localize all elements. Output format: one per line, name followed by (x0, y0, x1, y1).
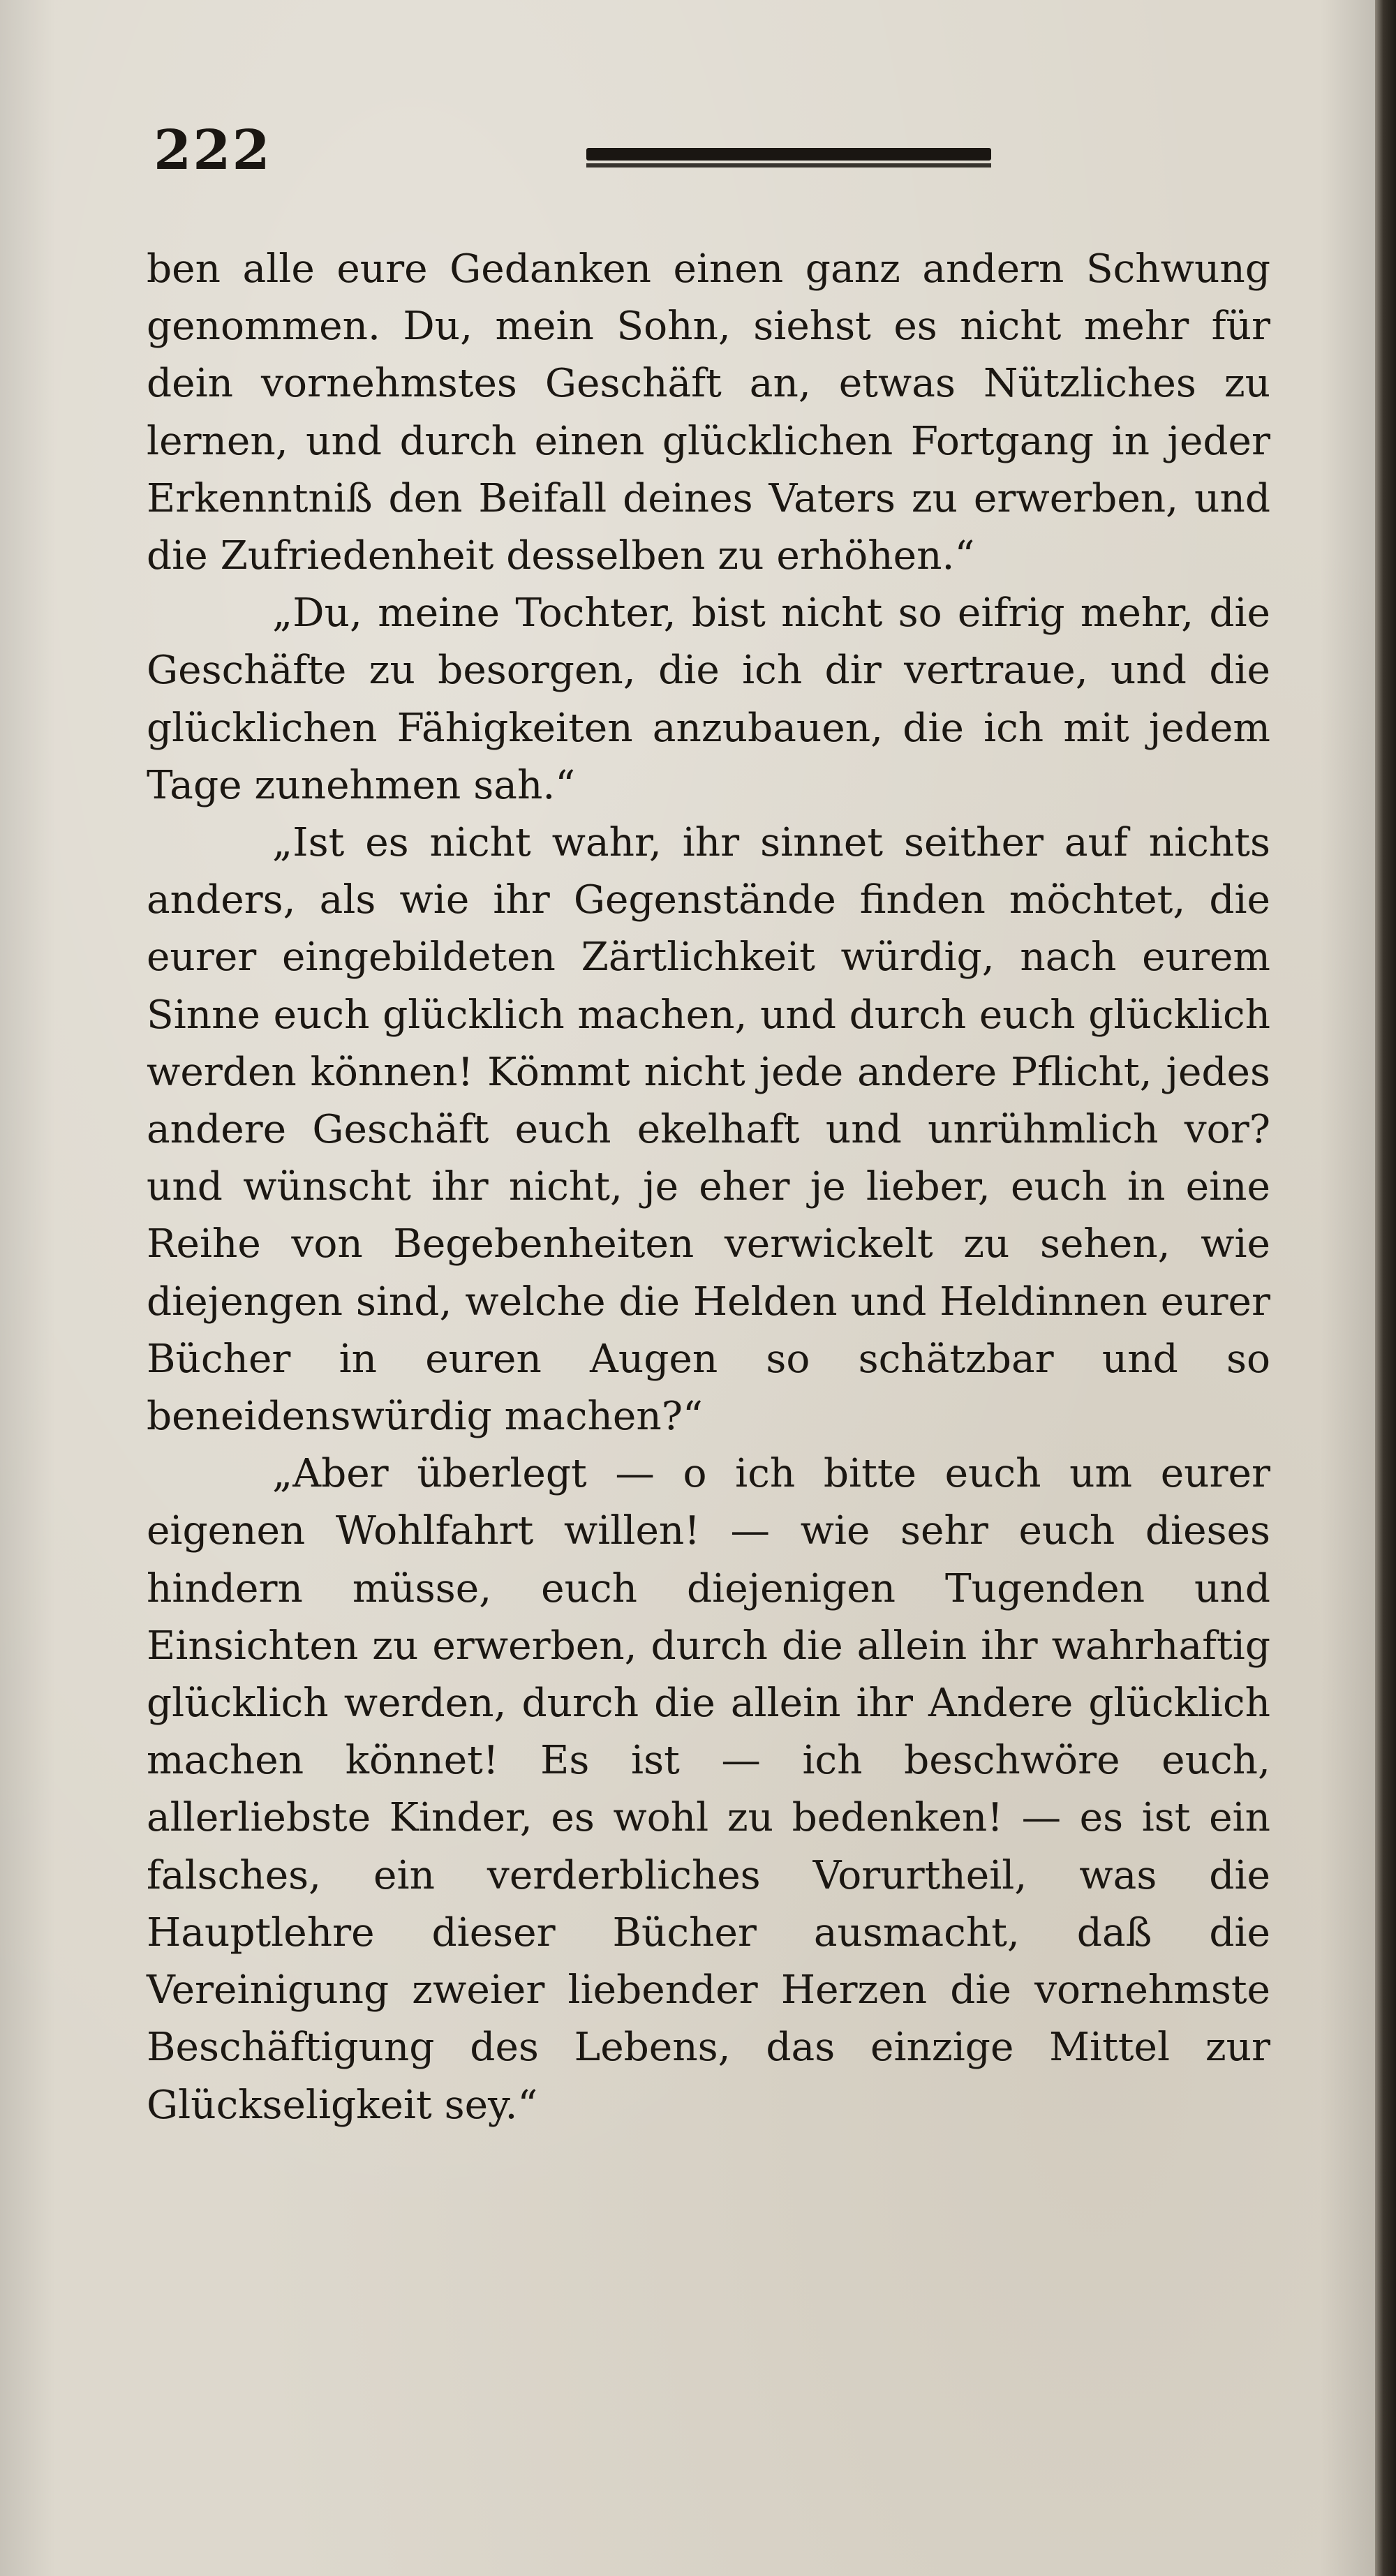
header-ornament-rule (586, 148, 991, 161)
paragraph-continuation: ben alle eure Gedanken einen ganz andern Schwung genommen. Du, mein Sohn, siehst es nicht mehr für dein vornehmstes Geschäft an, etwas Nützliches zu lernen, und durch einen glücklichen Fortgang in jeder Erkenntniß den Beifall deines Vaters zu erwerben, und die Zufriedenheit desselben zu erhöhen.“ (147, 246, 1270, 579)
body-text (147, 241, 1270, 2134)
page-header (154, 119, 852, 195)
paragraph-question: „Ist es nicht wahr, ihr sinnet seither auf nichts anders, als wie ihr Gegenstände finden möchtet, die eurer eingebildeten Zärtlichkeit würdig, nach eurem Sinne euch glücklich machen, und durch euch glücklich werden können! Kömmt nicht jede andere Pflicht, jedes andere Geschäft euch ekelhaft und unrühmlich vor? und wünscht ihr nicht, je eher je lieber, euch in eine Reihe von Begebenheiten verwickelt zu sehen, wie diejengen sind, welche die Helden und Heldinnen eurer Bücher in euren Augen so schätzbar und so beneidenswürdig machen?“ (147, 820, 1270, 1440)
page-number: 222 (154, 119, 272, 182)
paragraph-admonition: „Aber überlegt — o ich bitte euch um eurer eigenen Wohlfahrt willen! — wie sehr euch dieses hindern müsse, euch diejenigen Tugenden und Einsichten zu erwerben, durch die allein ihr wahrhaftig glücklich werden, durch die allein ihr Andere glücklich machen könnet! Es ist — ich beschwöre euch, allerliebste Kinder, es wohl zu bedenken! — es ist ein falsches, ein verderbliches Vorurtheil, was die Hauptlehre dieser Bücher ausmacht, daß die Vereinigung zweier liebender Herzen die vornehmste Beschäftigung des Lebens, das einzige Mittel zur Glückseligkeit sey.“ (147, 1451, 1270, 2128)
page-edge-shadow (1375, 0, 1396, 2576)
paragraph-daughter: „Du, meine Tochter, bist nicht so eifrig mehr, die Geschäfte zu besorgen, die ich dir vertraue, und die glücklichen Fähigkeiten anzubauen, die ich mit jedem Tage zunehmen sah.“ (147, 590, 1270, 808)
